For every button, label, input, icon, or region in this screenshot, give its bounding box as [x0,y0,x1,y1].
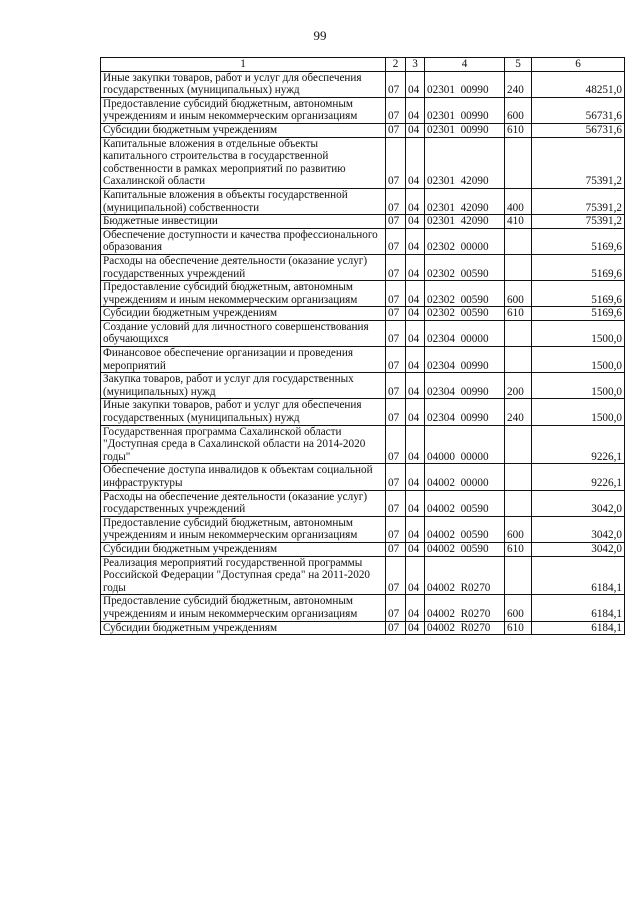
table-row [101,123,625,137]
amount-cell: 1500,0 [532,347,625,373]
row-name-cell: Создание условий для личностного совершенствования обучающихся [101,320,386,346]
section-code-cell: 07 [386,307,406,321]
table-row [101,621,625,635]
amount-cell: 9226,1 [532,425,625,464]
target-article-cell: 02302 00000 [425,228,505,254]
section-code-cell: 07 [386,399,406,425]
amount-cell: 5169,6 [532,254,625,280]
row-name-cell: Предоставление субсидий бюджетным, автономным учреждениям и иным некоммерческим организациям [101,516,386,542]
expense-type-cell: 600 [505,97,532,123]
column-header-expense-type: 5 [505,58,532,72]
column-header-target-article: 4 [425,58,505,72]
subsection-code-cell: 04 [406,97,425,123]
column-header-name: 1 [101,58,386,72]
column-header-subsection: 3 [406,58,425,72]
subsection-code-cell: 04 [406,542,425,556]
amount-cell: 75391,2 [532,188,625,214]
row-name-cell: Реализация мероприятий государственной программы Российской Федерации "Доступная среда" на 2011-2020 годы [101,556,386,595]
subsection-code-cell: 04 [406,425,425,464]
subsection-code-cell: 04 [406,228,425,254]
amount-cell: 75391,2 [532,137,625,188]
budget-table [100,57,625,635]
row-name-cell: Государственная программа Сахалинской области "Доступная среда в Сахалинской области на 2014-2020 годы" [101,425,386,464]
row-name-cell: Обеспечение доступности и качества профессионального образования [101,228,386,254]
expense-type-cell [505,425,532,464]
row-name-cell: Иные закупки товаров, работ и услуг для обеспечения государственных (муниципальных) нужд [101,399,386,425]
target-article-cell: 02301 42090 [425,215,505,229]
target-article-cell: 02304 00990 [425,399,505,425]
section-code-cell: 07 [386,516,406,542]
table-row [101,399,625,425]
amount-cell: 3042,0 [532,490,625,516]
amount-cell: 1500,0 [532,373,625,399]
expense-type-cell: 610 [505,123,532,137]
target-article-cell: 04002 00590 [425,490,505,516]
section-code-cell: 07 [386,254,406,280]
subsection-code-cell: 04 [406,320,425,346]
target-article-cell: 02301 00990 [425,97,505,123]
target-article-cell: 02304 00990 [425,373,505,399]
subsection-code-cell: 04 [406,254,425,280]
target-article-cell: 04002 R0270 [425,595,505,621]
row-name-cell: Бюджетные инвестиции [101,215,386,229]
amount-cell: 3042,0 [532,516,625,542]
expense-type-cell: 240 [505,71,532,97]
section-code-cell: 07 [386,320,406,346]
table-row [101,188,625,214]
expense-type-cell: 240 [505,399,532,425]
row-name-cell: Расходы на обеспечение деятельности (оказание услуг) государственных учреждений [101,490,386,516]
table-row [101,281,625,307]
amount-cell: 1500,0 [532,399,625,425]
amount-cell: 56731,6 [532,97,625,123]
target-article-cell: 02302 00590 [425,254,505,280]
table-row [101,595,625,621]
table-row [101,97,625,123]
table-row [101,425,625,464]
subsection-code-cell: 04 [406,71,425,97]
subsection-code-cell: 04 [406,188,425,214]
table-row [101,228,625,254]
section-code-cell: 07 [386,621,406,635]
target-article-cell: 02302 00590 [425,307,505,321]
section-code-cell: 07 [386,188,406,214]
amount-cell: 5169,6 [532,307,625,321]
amount-cell: 3042,0 [532,542,625,556]
subsection-code-cell: 04 [406,595,425,621]
row-name-cell: Финансовое обеспечение организации и проведения мероприятий [101,347,386,373]
expense-type-cell: 610 [505,542,532,556]
table-row [101,347,625,373]
amount-cell: 6184,1 [532,621,625,635]
amount-cell: 56731,6 [532,123,625,137]
row-name-cell: Расходы на обеспечение деятельности (оказание услуг) государственных учреждений [101,254,386,280]
expense-type-cell: 600 [505,516,532,542]
expense-type-cell [505,137,532,188]
target-article-cell: 02301 00990 [425,71,505,97]
section-code-cell: 07 [386,373,406,399]
section-code-cell: 07 [386,490,406,516]
subsection-code-cell: 04 [406,464,425,490]
target-article-cell: 04002 R0270 [425,621,505,635]
section-code-cell: 07 [386,281,406,307]
subsection-code-cell: 04 [406,516,425,542]
section-code-cell: 07 [386,137,406,188]
table-row [101,71,625,97]
section-code-cell: 07 [386,425,406,464]
row-name-cell: Предоставление субсидий бюджетным, автономным учреждениям и иным некоммерческим организациям [101,595,386,621]
expense-type-cell [505,228,532,254]
row-name-cell: Субсидии бюджетным учреждениям [101,123,386,137]
target-article-cell: 04002 00000 [425,464,505,490]
table-row [101,320,625,346]
target-article-cell: 04002 R0270 [425,556,505,595]
amount-cell: 1500,0 [532,320,625,346]
row-name-cell: Капитальные вложения в объекты государственной (муниципальной) собственности [101,188,386,214]
expense-type-cell [505,320,532,346]
table-row [101,254,625,280]
table-row [101,307,625,321]
expense-type-cell: 600 [505,281,532,307]
section-code-cell: 07 [386,347,406,373]
subsection-code-cell: 04 [406,621,425,635]
row-name-cell: Предоставление субсидий бюджетным, автономным учреждениям и иным некоммерческим организациям [101,97,386,123]
expense-type-cell: 600 [505,595,532,621]
expense-type-cell [505,254,532,280]
amount-cell: 9226,1 [532,464,625,490]
section-code-cell: 07 [386,542,406,556]
section-code-cell: 07 [386,123,406,137]
row-name-cell: Закупка товаров, работ и услуг для государственных (муниципальных) нужд [101,373,386,399]
target-article-cell: 04002 00590 [425,542,505,556]
column-header-section: 2 [386,58,406,72]
amount-cell: 5169,6 [532,228,625,254]
section-code-cell: 07 [386,464,406,490]
subsection-code-cell: 04 [406,347,425,373]
expense-type-cell [505,347,532,373]
subsection-code-cell: 04 [406,556,425,595]
table-row [101,490,625,516]
table-row [101,542,625,556]
target-article-cell: 02301 42090 [425,188,505,214]
table-row [101,556,625,595]
row-name-cell: Иные закупки товаров, работ и услуг для обеспечения государственных (муниципальных) нужд [101,71,386,97]
expense-type-cell [505,490,532,516]
section-code-cell: 07 [386,595,406,621]
subsection-code-cell: 04 [406,373,425,399]
amount-cell: 75391,2 [532,215,625,229]
target-article-cell: 02302 00590 [425,281,505,307]
row-name-cell: Предоставление субсидий бюджетным, автономным учреждениям и иным некоммерческим организациям [101,281,386,307]
section-code-cell: 07 [386,71,406,97]
section-code-cell: 07 [386,215,406,229]
subsection-code-cell: 04 [406,399,425,425]
table-row [101,215,625,229]
row-name-cell: Субсидии бюджетным учреждениям [101,621,386,635]
amount-cell: 6184,1 [532,595,625,621]
expense-type-cell [505,556,532,595]
subsection-code-cell: 04 [406,281,425,307]
column-header-amount: 6 [532,58,625,72]
page-number: 99 [313,28,327,43]
subsection-code-cell: 04 [406,490,425,516]
subsection-code-cell: 04 [406,123,425,137]
amount-cell: 48251,0 [532,71,625,97]
target-article-cell: 02301 00990 [425,123,505,137]
amount-cell: 5169,6 [532,281,625,307]
row-name-cell: Субсидии бюджетным учреждениям [101,542,386,556]
section-code-cell: 07 [386,97,406,123]
expense-type-cell: 400 [505,188,532,214]
table-row [101,464,625,490]
subsection-code-cell: 04 [406,215,425,229]
expense-type-cell [505,464,532,490]
expense-type-cell: 610 [505,621,532,635]
section-code-cell: 07 [386,556,406,595]
table-row [101,516,625,542]
target-article-cell: 02304 00000 [425,320,505,346]
expense-type-cell: 610 [505,307,532,321]
expense-type-cell: 410 [505,215,532,229]
row-name-cell: Обеспечение доступа инвалидов к объектам социальной инфраструктуры [101,464,386,490]
subsection-code-cell: 04 [406,137,425,188]
table-header-row [101,58,625,72]
subsection-code-cell: 04 [406,307,425,321]
table-row [101,373,625,399]
target-article-cell: 04002 00590 [425,516,505,542]
amount-cell: 6184,1 [532,556,625,595]
section-code-cell: 07 [386,228,406,254]
target-article-cell: 04000 00000 [425,425,505,464]
target-article-cell: 02304 00990 [425,347,505,373]
row-name-cell: Субсидии бюджетным учреждениям [101,307,386,321]
row-name-cell: Капитальные вложения в отдельные объекты капитального строительства в государственной собственности в рамках мероприятий по развитию Сахалинской области [101,137,386,188]
target-article-cell: 02301 42090 [425,137,505,188]
table-row [101,137,625,188]
expense-type-cell: 200 [505,373,532,399]
